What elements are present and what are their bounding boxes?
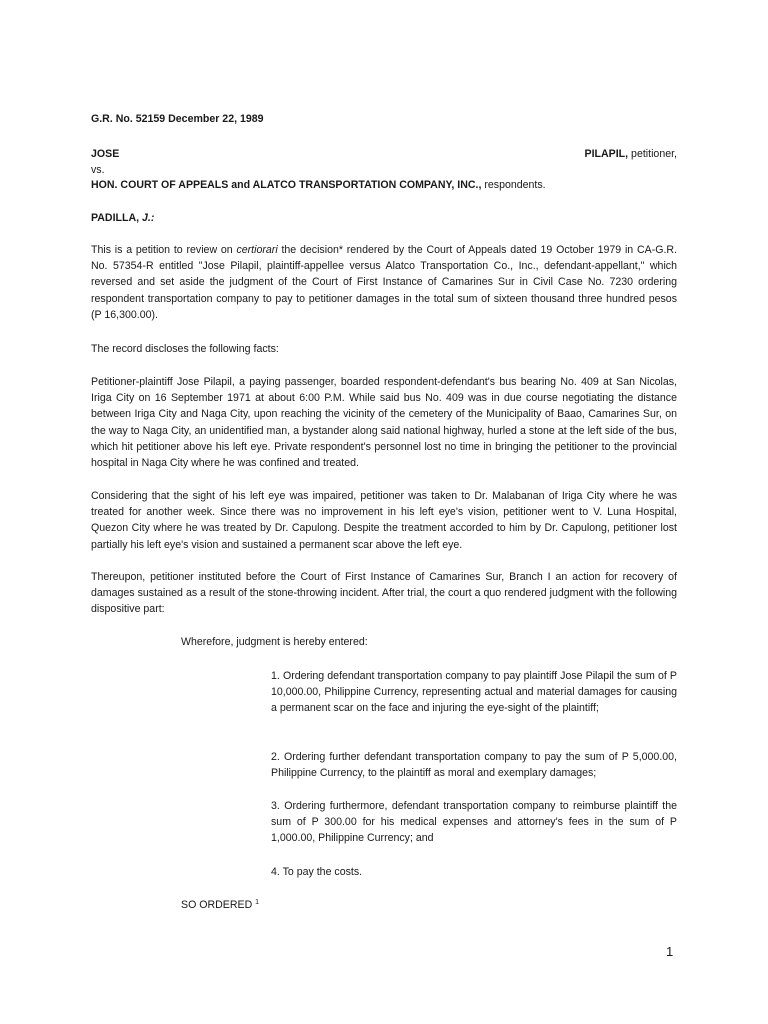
ponente: [91, 210, 677, 226]
petitioner-role: petitioner,: [628, 148, 677, 160]
paragraph-4: Considering that the sight of his left eye was impaired, petitioner was taken to Dr. Malabanan of Iriga City where he was treated for another week. Since there was no improvement in his left eye's vision, petitioner went to V. Luna Hospital, Quezon City where he was treated by Dr. Capulong. Despite the treatment accorded to him by Dr. Capulong, petitioner lost partially his left eye's vision and sustained a permanent scar above the left eye.: [91, 490, 677, 551]
respondents-names: HON. COURT OF APPEALS and ALATCO TRANSPORTATION COMPANY, INC.,: [91, 179, 482, 191]
ponente-name: PADILLA,: [91, 212, 140, 224]
dispositive-item-4: 4. To pay the costs.: [271, 866, 363, 878]
ponente-suffix: J.:: [139, 212, 155, 224]
footnote-ref-link[interactable]: 1: [255, 899, 260, 906]
so-ordered-text: SO ORDERED: [181, 899, 256, 911]
versus: vs.: [91, 164, 105, 176]
dispositive-item-1: 1. Ordering defendant transportation company to pay plaintiff Jose Pilapil the sum of P 10,000.00, Philippine Currency, representing actual and material damages for causing a permanent scar on the face and injuring the eye-sight of the plaintiff;: [271, 670, 677, 715]
dispositive-item-2: 2. Ordering further defendant transportation company to pay the sum of P 5,000.00, Philippine Currency, to the plaintiff as moral and exemplary damages;: [271, 751, 677, 780]
paragraph-1-part-b: the decision* rendered by the Court of Appeals dated 19 October 1979 in CA-G.R. No. 57354-R entitled "Jose Pilapil, plaintiff-appellee versus Alatco Transportation Co., Inc., defendant-appellant," which reversed and set aside the judgment of the Court of First Instance of Camarines Sur in Civil Case No. 7230 ordering respondent transportation company to pay to petitioner damages in the total sum of sixteen thousand three hundred pesos (P 16,300.00).: [91, 244, 677, 321]
respondents-role: respondents.: [481, 179, 546, 191]
petitioner-name-block: [585, 146, 677, 162]
paragraph-1: [91, 242, 677, 323]
petitioner-first-name: JOSE: [91, 148, 120, 160]
paragraph-2: The record discloses the following facts:: [91, 343, 279, 355]
page-number: 1: [666, 944, 674, 959]
case-citation: G.R. No. 52159 December 22, 1989: [91, 113, 264, 125]
paragraph-3: Petitioner-plaintiff Jose Pilapil, a paying passenger, boarded respondent-defendant's bus bearing No. 409 at San Nicolas, Iriga City on 16 September 1971 at about 6:00 P.M. While said bus No. 409 was in due course negotiating the distance between Iriga City and Naga City, upon reaching the vicinity of the cemetery of the Municipality of Baao, Camarines Sur, on the way to Naga City, an unidentified man, a bystander along said national highway, hurled a stone at the left side of the bus, which hit petitioner above his left eye. Private respondent's personnel lost no time in bringing the petitioner to the provincial hospital in Naga City where he was confined and treated.: [91, 376, 677, 470]
so-ordered: [181, 897, 767, 913]
respondents-line: [91, 177, 677, 193]
petitioner-last-name: PILAPIL,: [584, 148, 629, 160]
dispositive-intro: Wherefore, judgment is hereby entered:: [181, 636, 368, 648]
dispositive-item-3: 3. Ordering furthermore, defendant transportation company to reimburse plaintiff the sum of P 300.00 for his medical expenses and attorney's fees in the sum of P 1,000.00, Philippine Currency; and: [271, 800, 677, 845]
petitioner-line: [91, 146, 677, 162]
paragraph-1-part-a: This is a petition to review on: [91, 244, 237, 256]
paragraph-5: Thereupon, petitioner instituted before the Court of First Instance of Camarines Sur, Branch I an action for recovery of damages sustained as a result of the stone-throwing incident. After trial, the court a quo rendered judgment with the following dispositive part:: [91, 571, 677, 616]
certiorari-term: certiorari: [236, 244, 278, 256]
